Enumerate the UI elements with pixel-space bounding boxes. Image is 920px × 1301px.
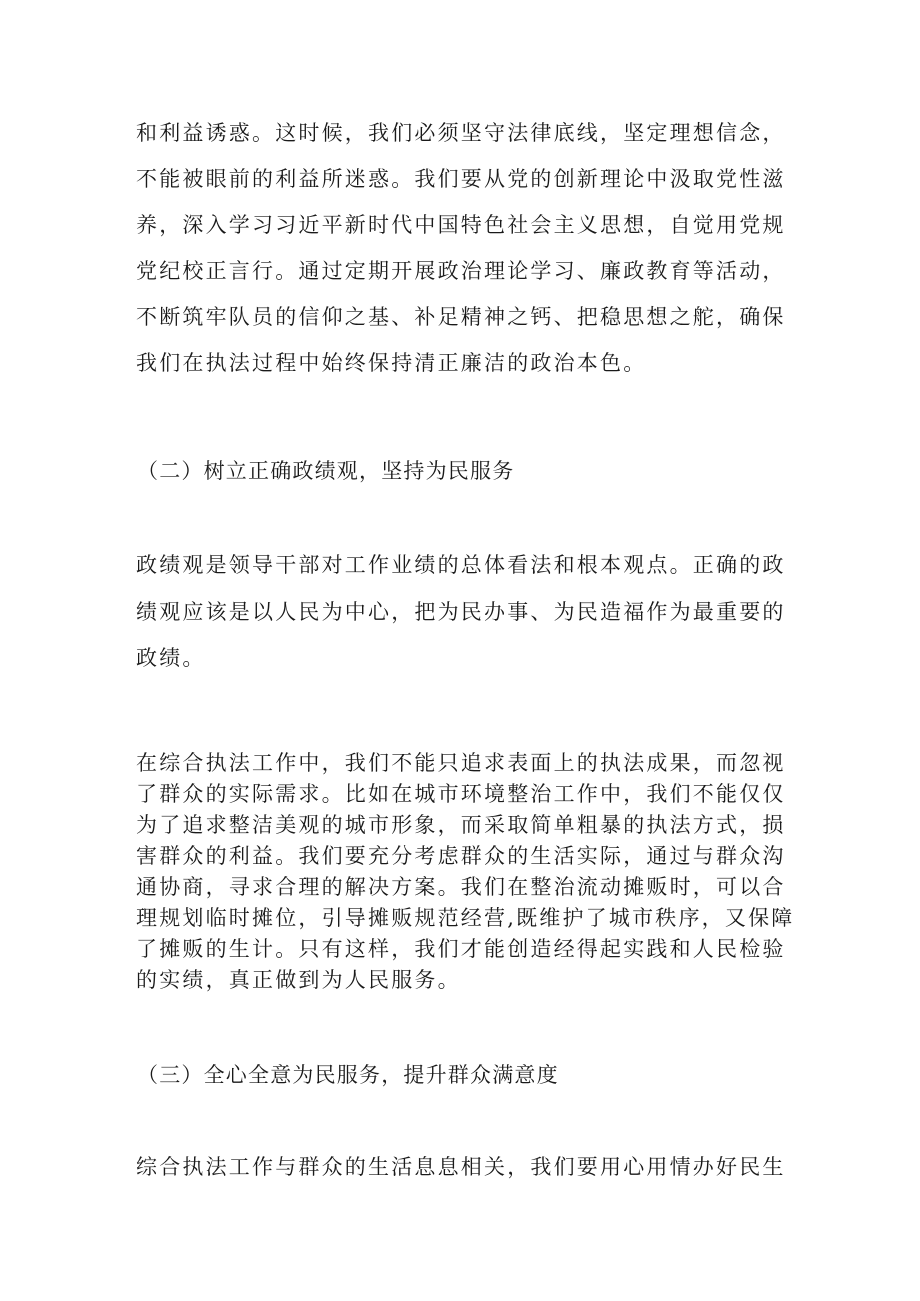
text-line: 和利益诱惑。这时候，我们必须坚守法律底线，坚定理想信念，	[136, 121, 786, 145]
text-line: 的实绩，真正做到为人民服务。	[136, 968, 461, 992]
text-line: 为了追求整洁美观的城市形象，而采取简单粗暴的执法方式，损	[136, 813, 786, 837]
text-line: 在综合执法工作中，我们不能只追求表面上的执法成果，而忽视	[136, 751, 786, 775]
text-line: 综合执法工作与群众的生活息息相关，我们要用心用情办好民生	[136, 1155, 786, 1179]
text-line: 了群众的实际需求。比如在城市环境整治工作中，我们不能仅仅	[136, 782, 786, 806]
text-line: 了摊贩的生计。只有这样，我们才能创造经得起实践和人民检验	[136, 937, 786, 961]
text-line: 理规划临时摊位，引导摊贩规范经营,既维护了城市秩序，又保障	[136, 906, 795, 930]
section-heading-3: （三）全心全意为民服务，提升群众满意度	[137, 1063, 559, 1087]
text-line: 养，深入学习习近平新时代中国特色社会主义思想，自觉用党规	[136, 213, 786, 237]
section-heading-2: （二）树立正确政绩观，坚持为民服务	[137, 459, 515, 483]
text-line: 我们在执法过程中始终保持清正廉洁的政治本色。	[136, 351, 647, 375]
text-line: 不能被眼前的利益所迷惑。我们要从党的创新理论中汲取党性滋	[136, 167, 786, 191]
text-line: 通协商，寻求合理的解决方案。我们在整治流动摊贩时，可以合	[136, 875, 786, 899]
text-line: 政绩。	[136, 646, 206, 670]
text-line: 害群众的利益。我们要充分考虑群众的生活实际，通过与群众沟	[136, 844, 786, 868]
text-line: 不断筑牢队员的信仰之基、补足精神之钙、把稳思想之舵，确保	[136, 305, 786, 329]
text-line: 党纪校正言行。通过定期开展政治理论学习、廉政教育等活动，	[136, 259, 786, 283]
text-line: 绩观应该是以人民为中心，把为民办事、为民造福作为最重要的	[136, 600, 786, 624]
text-line: 政绩观是领导干部对工作业绩的总体看法和根本观点。正确的政	[136, 553, 786, 577]
